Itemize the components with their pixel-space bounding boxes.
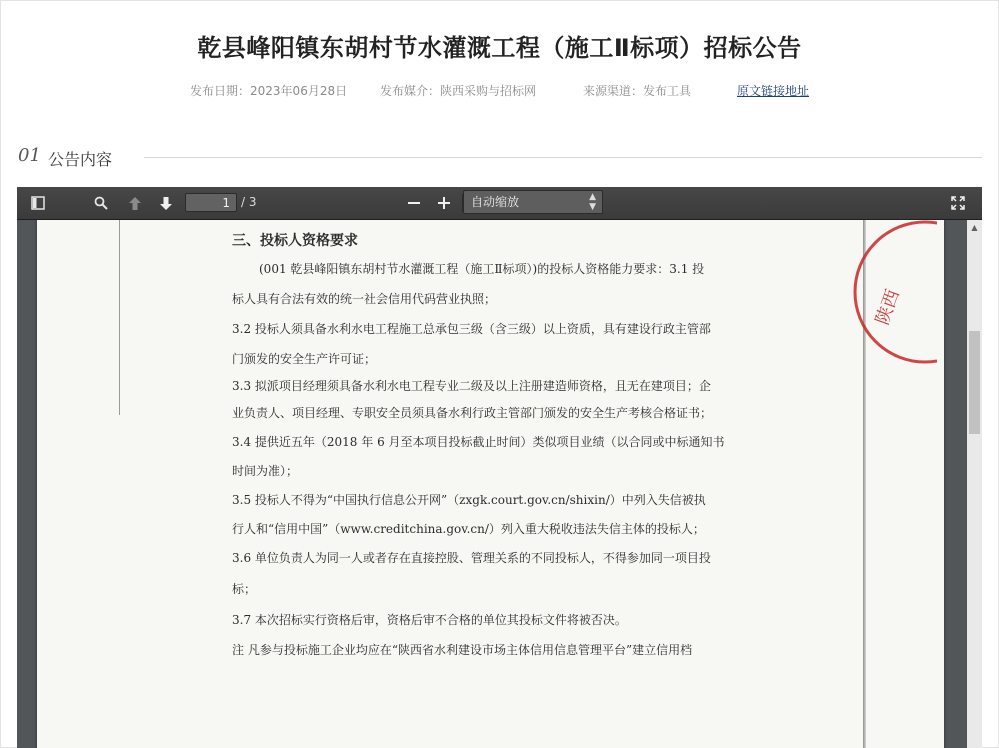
scrollbar-thumb[interactable] <box>969 331 980 434</box>
svg-text:陕西: 陕西 <box>871 286 905 328</box>
vertical-scrollbar[interactable] <box>967 220 982 748</box>
scroll-up-icon[interactable]: ▲ <box>971 223 978 232</box>
source-channel-label: 来源渠道： <box>583 84 644 98</box>
document-line: 3.2 投标人须具备水利水电工程施工总承包三级（含三级）以上资质，具有建设行政主管部 <box>232 322 711 336</box>
pdf-viewer <box>17 187 982 748</box>
page-title: 乾县峰阳镇东胡村节水灌溉工程（施工Ⅱ标项）招标公告 <box>197 34 802 62</box>
document-line: 3.3 拟派项目经理须具备水利水电工程专业二级及以上注册建造师资格，且无在建项目；企 <box>232 379 711 393</box>
document-line: 门颁发的安全生产许可证； <box>232 352 377 366</box>
section-label: 公告内容 <box>48 150 113 169</box>
next-page-arrow-down-icon[interactable] <box>155 187 177 219</box>
sidebar-toggle-icon[interactable] <box>27 187 49 219</box>
page-total: / 3 <box>241 195 257 209</box>
document-line: 3.4 提供近五年（2018 年 6 月至本项目投标截止时间）类似项目业绩（以合同或中标通知书 <box>232 435 725 449</box>
zoom-select-value: 自动缩放 <box>471 195 520 209</box>
document-line: 3.7 本次招标实行资格后审，资格后审不合格的单位其投标文件将被否决。 <box>232 613 627 627</box>
search-icon[interactable] <box>90 187 112 219</box>
original-link[interactable]: 原文链接地址 <box>737 84 810 98</box>
document-line: 标人具有合法有效的统一社会信用代码营业执照； <box>232 292 497 306</box>
publish-media-value: 陕西采购与招标网 <box>440 84 537 98</box>
pdf-page <box>37 220 944 748</box>
publish-date-value: 2023年06月28日 <box>250 84 348 98</box>
document-line: 标； <box>232 582 257 596</box>
pdf-document-area[interactable] <box>17 220 982 748</box>
zoom-select[interactable] <box>463 190 603 214</box>
scan-edge-left <box>119 220 120 415</box>
document-line: 3.6 单位负责人为同一人或者存在直接控股、管理关系的不同投标人，不得参加同一项目投 <box>232 551 711 565</box>
publish-media-label: 发布媒介： <box>380 84 441 98</box>
document-line: 3.5 投标人不得为“中国执行信息公开网”（zxgk.court.gov.cn/shixin/）中列入失信被执 <box>232 493 706 507</box>
page-number-input[interactable]: 1 <box>185 193 237 212</box>
section-number: 01 <box>18 145 41 166</box>
select-arrows-icon: ▲ ▼ <box>589 192 596 212</box>
section-header <box>18 143 982 171</box>
document-line: 行人和“信用中国”（www.creditchina.gov.cn/）列入重大税收违法失信主体的投标人； <box>232 522 705 536</box>
document-line: 时间为准）； <box>232 464 299 478</box>
source-channel <box>583 82 691 99</box>
zoom-in-plus-icon[interactable] <box>433 187 455 219</box>
document-line: 业负责人、项目经理、专职安全员须具备水利行政主管部门颁发的安全生产考核合格证书； <box>232 406 713 420</box>
document-line: (001 乾县峰阳镇东胡村节水灌溉工程（施工Ⅱ标项）)的投标人资格能力要求：3.1 投 <box>259 262 705 276</box>
document-heading: 三、投标人资格要求 <box>232 233 358 249</box>
zoom-out-minus-icon[interactable] <box>403 187 425 219</box>
section-divider <box>144 157 982 158</box>
publish-media <box>380 82 536 99</box>
pdf-toolbar <box>17 187 982 220</box>
official-seal-icon <box>797 220 937 380</box>
publish-date <box>190 82 347 99</box>
fullscreen-icon[interactable] <box>947 187 969 219</box>
publish-date-label: 发布日期： <box>190 84 251 98</box>
document-line: 注 凡参与投标施工企业均应在“陕西省水利建设市场主体信用信息管理平台”建立信用档 <box>232 643 693 657</box>
previous-page-arrow-up-icon[interactable] <box>124 187 146 219</box>
source-channel-value: 发布工具 <box>643 84 692 98</box>
